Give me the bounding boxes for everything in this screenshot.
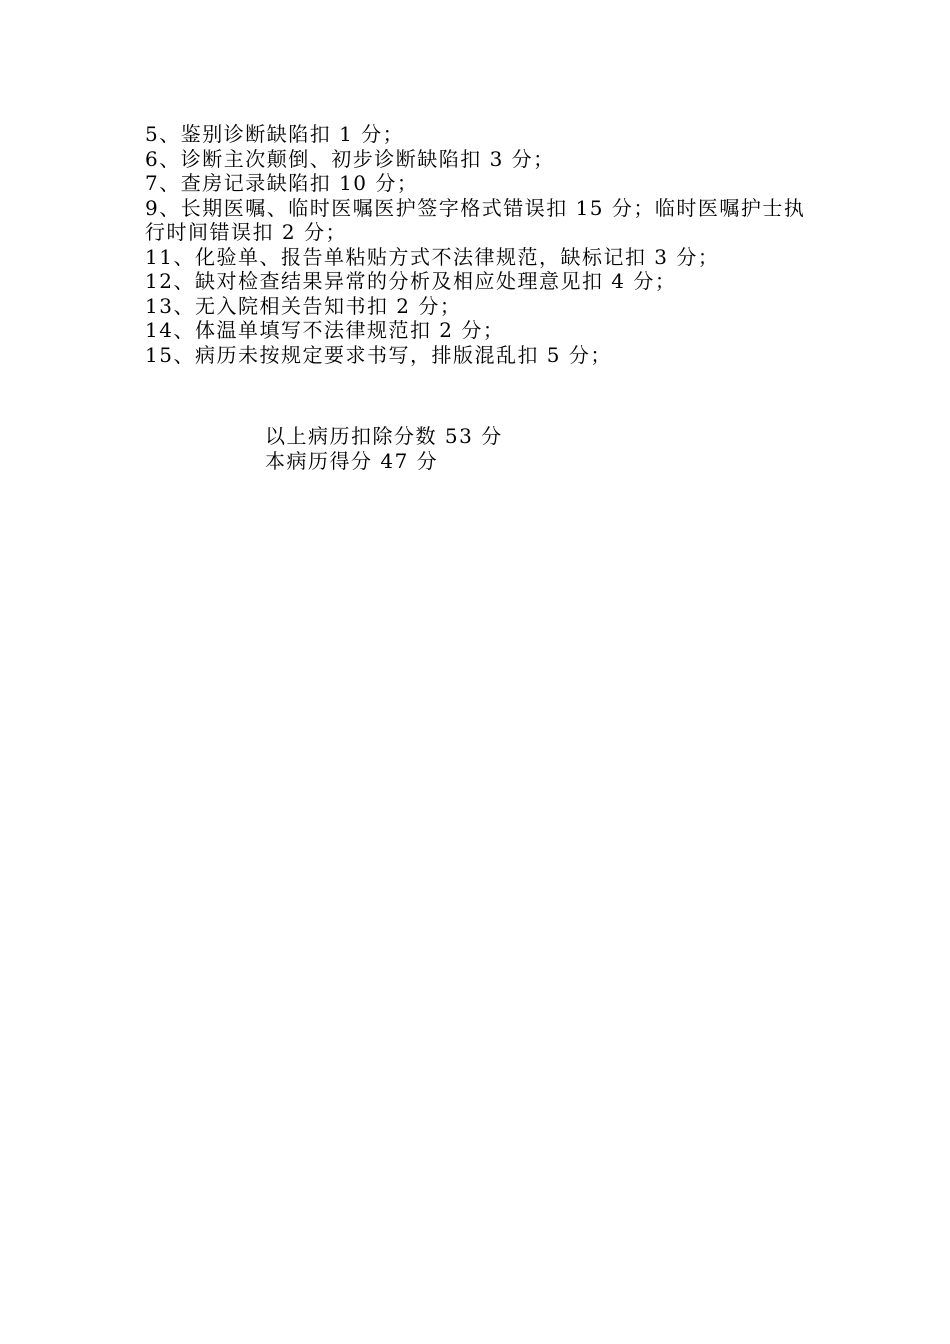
deduction-item: 12、缺对检查结果异常的分析及相应处理意见扣 4 分； bbox=[145, 269, 677, 293]
final-score: 本病历得分 47 分 bbox=[265, 448, 439, 473]
deduction-item: 15、病历未按规定要求书写，排版混乱扣 5 分； bbox=[145, 342, 612, 367]
deduction-item: 7、查房记录缺陷扣 10 分； bbox=[145, 171, 419, 195]
deduction-item: 11、化验单、报告单粘贴方式不法律规范，缺标记扣 3 分； bbox=[145, 244, 720, 269]
deduction-item: 14、体温单填写不法律规范扣 2 分； bbox=[145, 318, 505, 342]
deduction-item: 13、无入院相关告知书扣 2 分； bbox=[145, 293, 462, 318]
deduction-list bbox=[145, 122, 825, 367]
deduction-item: 6、诊断主次颠倒、初步诊断缺陷扣 3 分； bbox=[145, 146, 555, 171]
deducted-total: 以上病历扣除分数 53 分 bbox=[265, 424, 503, 448]
score-summary bbox=[265, 424, 765, 473]
deduction-item: 5、鉴别诊断缺陷扣 1 分； bbox=[145, 122, 405, 146]
deduction-item: 9、长期医嘱、临时医嘱医护签字格式错误扣 15 分；临时医嘱护士执行时间错误扣 2 分； bbox=[145, 195, 806, 244]
